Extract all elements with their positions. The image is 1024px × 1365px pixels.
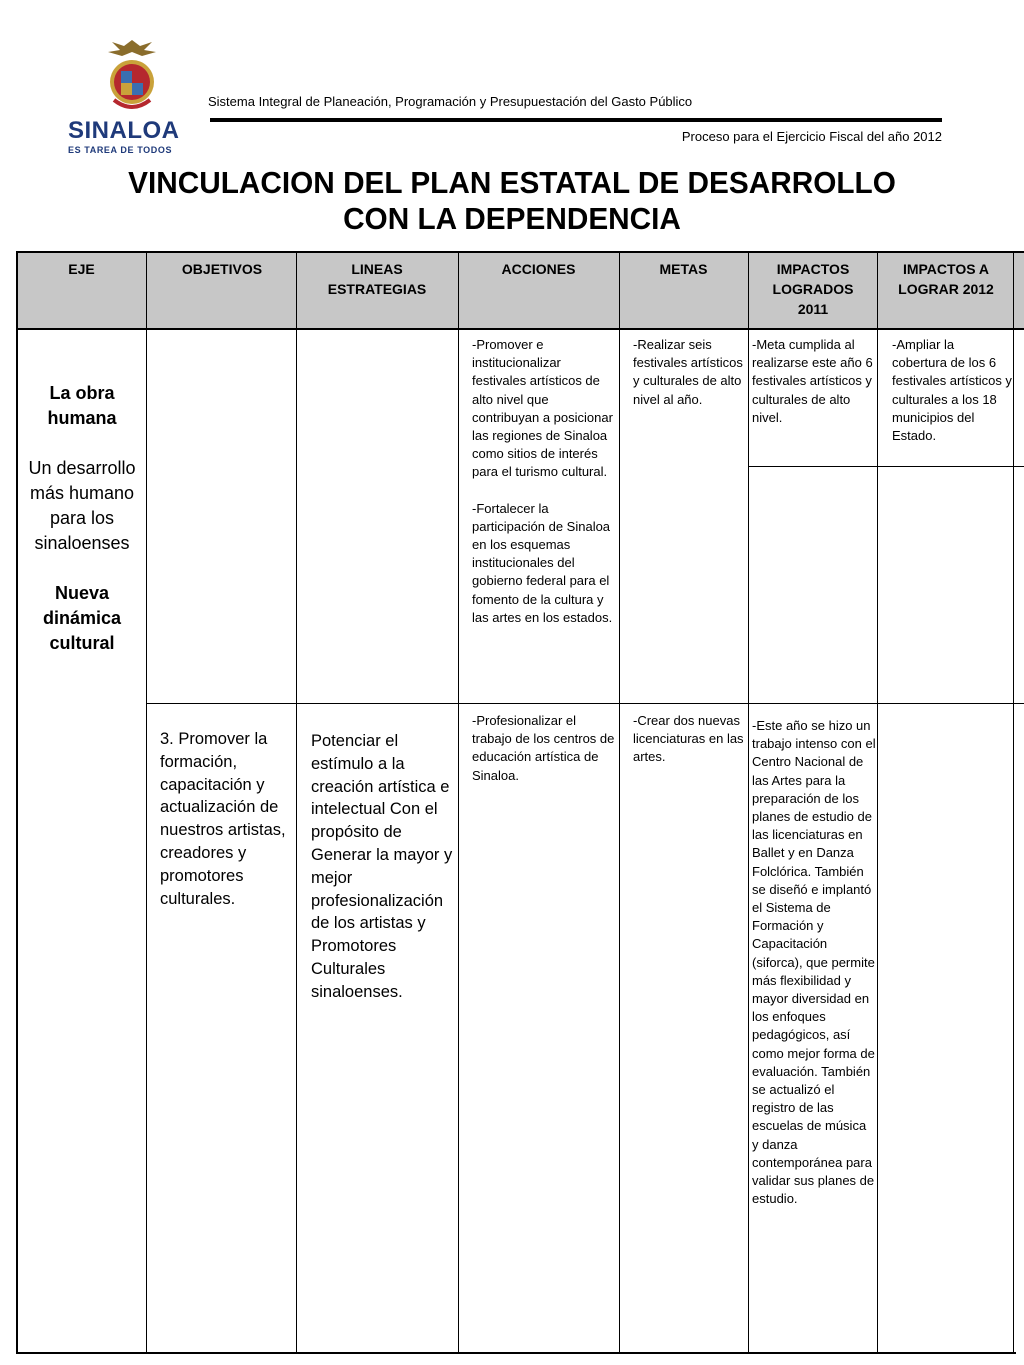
row1-accion-1: -Promover e institucionalizar festivales artísticos de alto nivel que contribuyan a posicionar las regiones de Sinaloa como sitios de interés para el turismo cultural. (472, 337, 613, 480)
col-header-acciones: ACCIONES (458, 251, 619, 328)
col-header-impactos-2012: IMPACTOS A LOGRAR 2012 (886, 251, 1006, 328)
row2-meta: -Crear dos nuevas licenciaturas en las artes. (633, 713, 744, 765)
brand-name: SINALOA (68, 117, 180, 144)
row2-linea-estrategica: Potenciar el estímulo a la creación artística e intelectual Con el propósito de Generar la mayor y mejor profesionalización de los artistas y Promotores Culturales sinaloenses. (311, 732, 453, 1001)
row2-objetivo: 3. Promover la formación, capacitación y actualización de nuestros artistas, creadores y promotores culturales. (160, 730, 286, 908)
eje-cell (18, 381, 146, 681)
col-header-lineas-estrategias: LINEAS ESTRATEGIAS (312, 251, 442, 328)
col-rule-6 (877, 251, 878, 1354)
table-border-top (16, 251, 1024, 253)
row1-impacto-2012: -Ampliar la cobertura de los 6 festivales artísticos y culturales a los 18 municipios del Estado. (892, 337, 1012, 444)
col-rule-1 (146, 251, 147, 1354)
row-divider (147, 703, 1024, 704)
col-header-objetivos: OBJETIVOS (147, 251, 297, 328)
header-divider (210, 118, 942, 122)
col-rule-7 (1013, 251, 1014, 1354)
col-rule-3 (458, 251, 459, 1354)
row2-impacto-2011: -Este año se hizo un trabajo intenso con el Centro Nacional de las Artes para la preparación de los planes de estudio de las licenciaturas en Ballet y en Danza Folclórica. También se diseñó e implantó el Sistema de Formación y Capacitación (siforca), que permite más flexibilidad y mayor diversidad en los enfoques pedagógicos, así como mejor forma de evaluación. También se actualizó el registro de las escuelas de música y danza contemporánea para validar sus planes de estudio. (752, 718, 876, 1207)
system-title: Sistema Integral de Planeación, Programación y Presupuestación del Gasto Público (208, 94, 693, 109)
brand-tagline: ES TAREA DE TODOS (68, 145, 173, 155)
col-rule-4 (619, 251, 620, 1354)
page-title (20, 165, 1003, 237)
page-title-line-1: VINCULACION DEL PLAN ESTATAL DE DESARROLLO (128, 165, 896, 200)
col-header-metas: METAS (619, 251, 748, 328)
col-rule-5 (748, 251, 749, 1354)
state-seal-icon (104, 36, 160, 116)
col-header-eje: EJE (16, 251, 147, 328)
row1-acciones-cell (472, 336, 618, 627)
row1-accion-2: -Fortalecer la participación de Sinaloa en los esquemas institucionales del gobierno federal para el fomento de la cultura y las artes en los estados. (472, 500, 613, 625)
col-rule-2 (296, 251, 297, 1354)
col-header-impactos-2011: IMPACTOS LOGRADOS 2011 (770, 251, 856, 328)
row2-accion: -Profesionalizar el trabajo de los centros de educación artística de Sinaloa. (472, 713, 615, 783)
header-bottom-rule (16, 328, 1024, 330)
row1-split-rule (748, 466, 1024, 467)
brand-logo (68, 118, 196, 156)
eje-section: Nueva dinámica cultural (42, 583, 122, 653)
table-border-bottom (16, 1352, 1016, 1354)
fiscal-process-label: Proceso para el Ejercicio Fiscal del año 2012 (681, 129, 942, 144)
row1-impacto-2011: -Meta cumplida al realizarse este año 6 festivales artísticos y culturales de alto nivel. (752, 337, 873, 425)
eje-subtitle: Un desarrollo más humano para los sinaloenses (28, 458, 136, 553)
row1-meta: -Realizar seis festivales artísticos y culturales de alto nivel al año. (633, 337, 743, 407)
page-title-line-2: CON LA DEPENDENCIA (343, 201, 681, 236)
eje-title: La obra humana (47, 383, 117, 428)
